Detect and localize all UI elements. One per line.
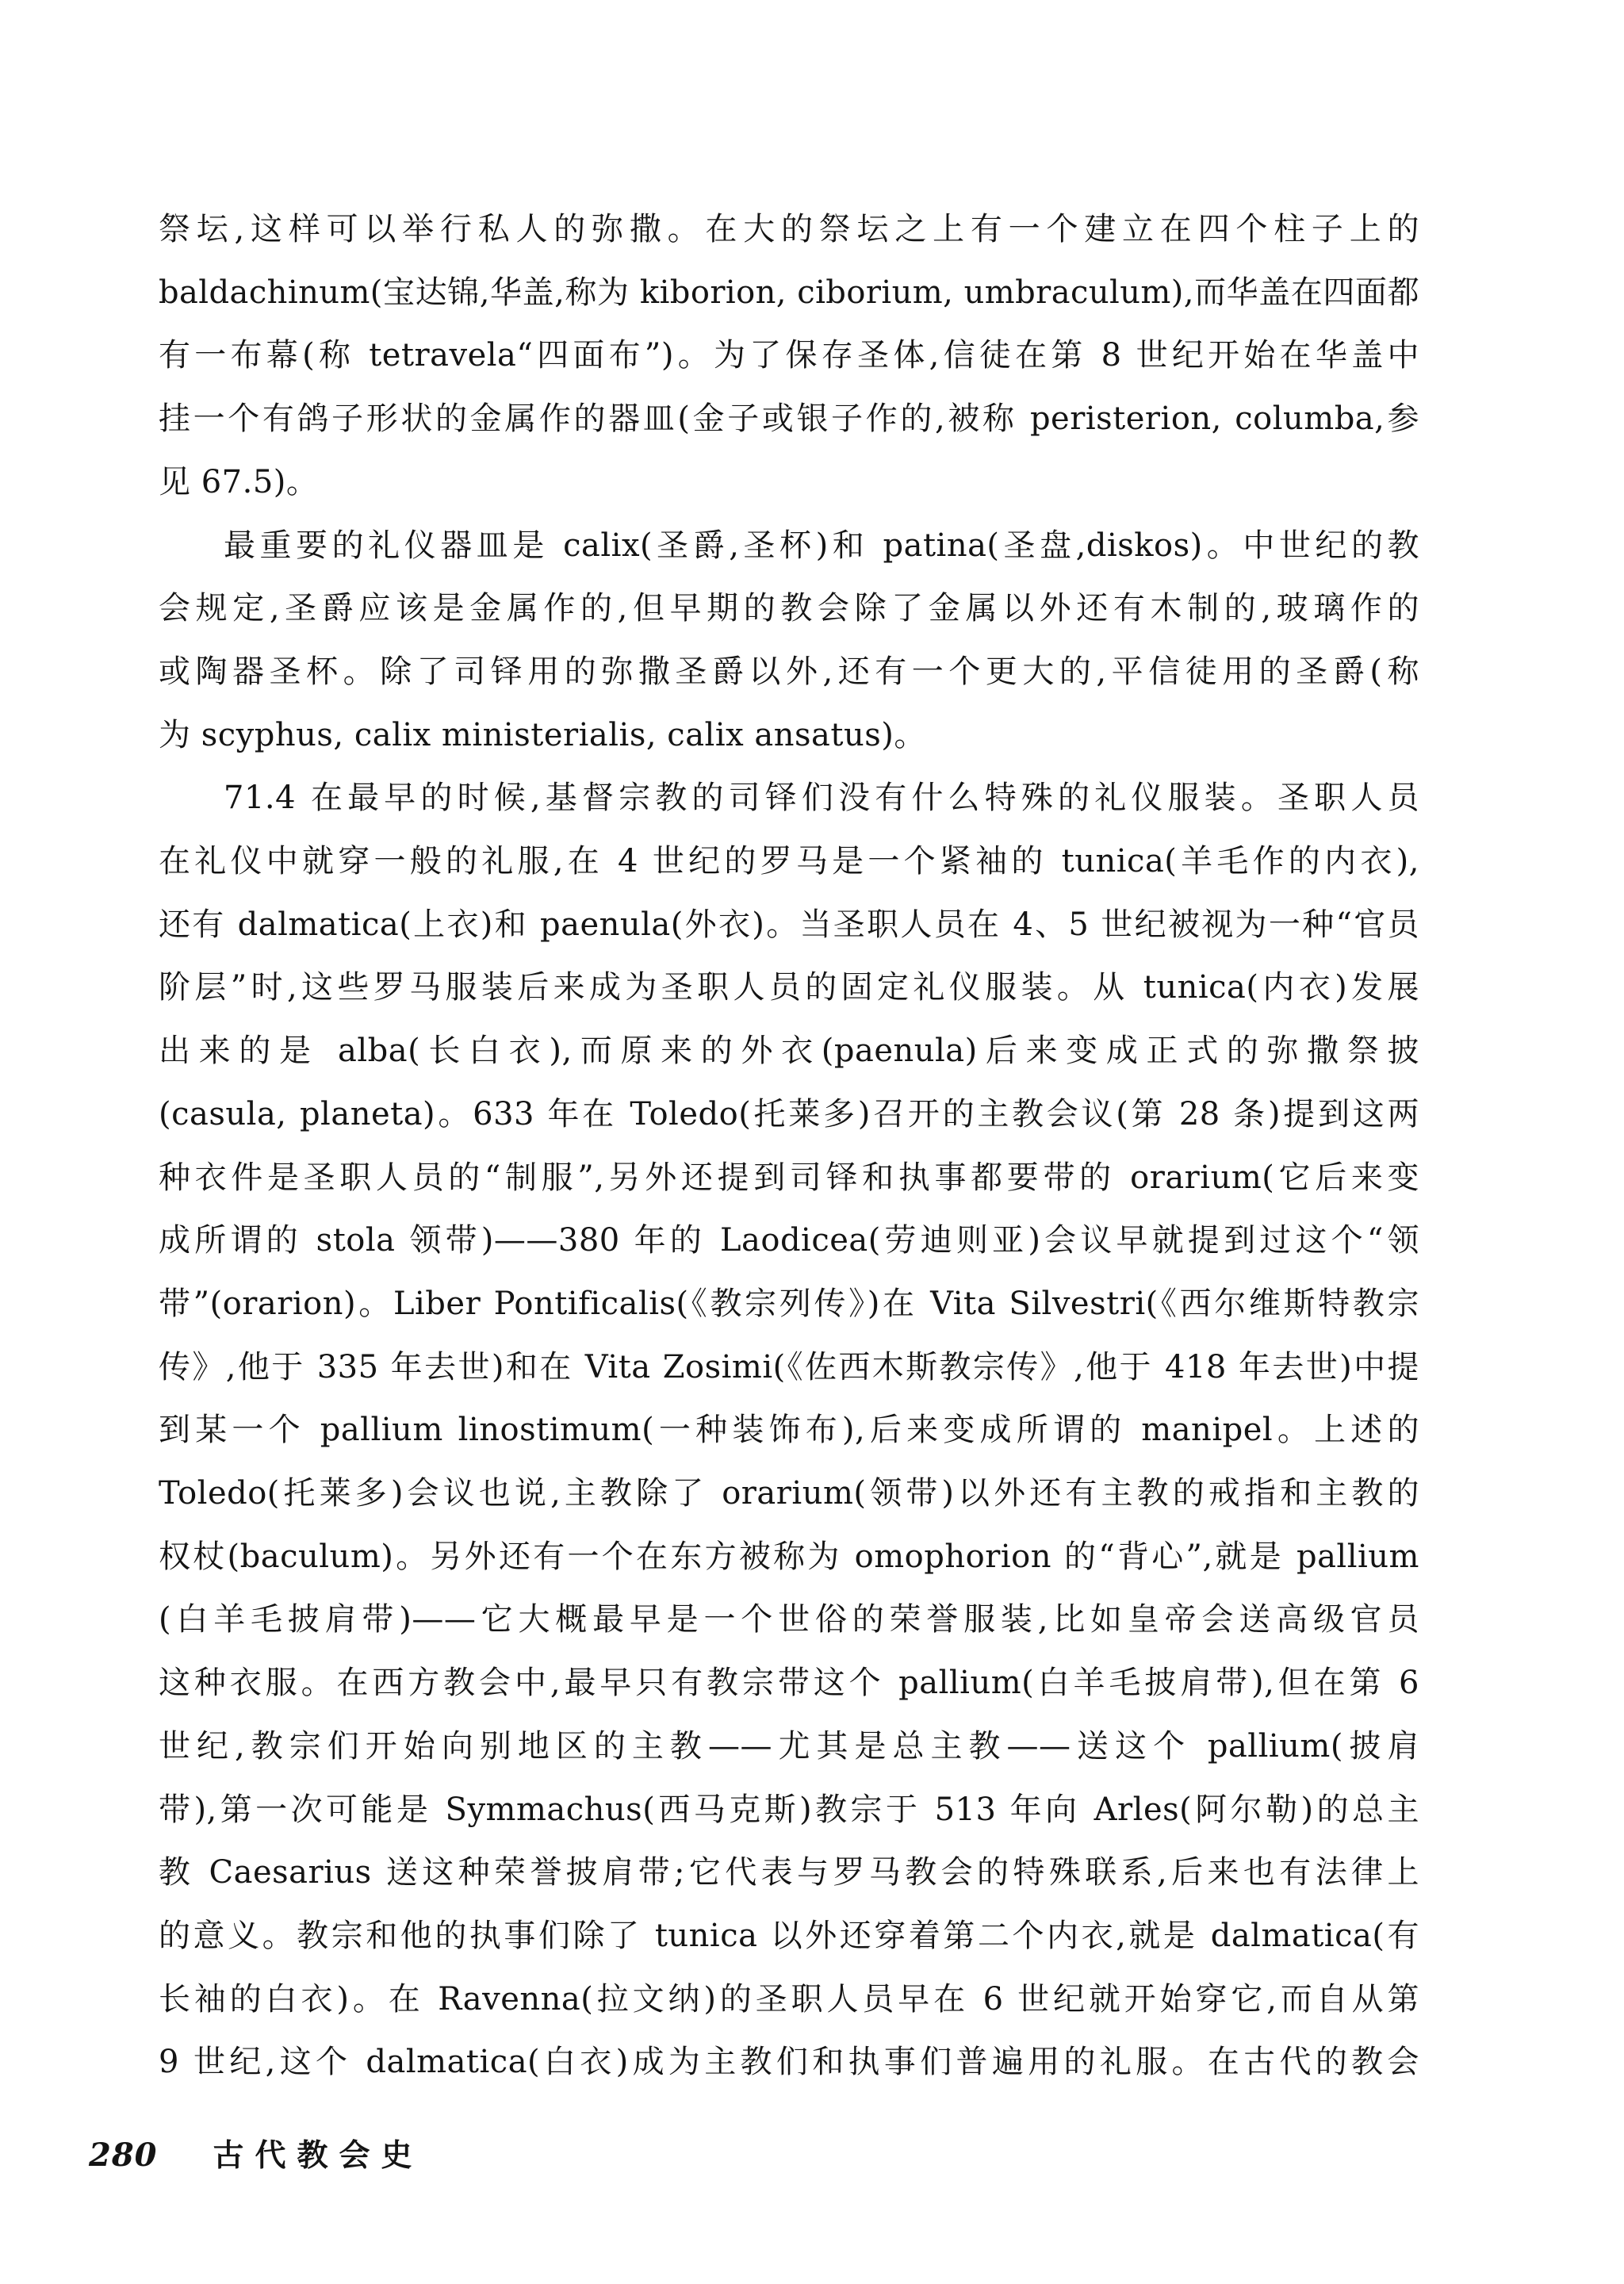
text-line: 会规定,圣爵应该是金属作的,但早期的教会除了金属以外还有木制的,玻璃作的 xyxy=(159,590,1419,627)
text-line: 的意义。教宗和他的执事们除了 tunica 以外还穿着第二个内衣,就是 dalmatica(有 xyxy=(159,1917,1419,1954)
text-line: (casula, planeta)。633 年在 Toledo(托莱多)召开的主教会议(第 28 条)提到这两 xyxy=(159,1095,1419,1132)
text-line: 教 Caesarius 送这种荣誉披肩带;它代表与罗马教会的特殊联系,后来也有法律上 xyxy=(159,1854,1419,1891)
text-line: 祭坛,这样可以举行私人的弥撒。在大的祭坛之上有一个建立在四个柱子上的 xyxy=(159,211,1419,247)
text-line: 在礼仪中就穿一般的礼服,在 4 世纪的罗马是一个紧袖的 tunica(羊毛作的内衣), xyxy=(159,843,1419,880)
text-line: 成所谓的 stola 领带)——380 年的 Laodicea(劳迪则亚)会议早就提到过这个“领 xyxy=(159,1222,1419,1259)
text-line: 还有 dalmatica(上衣)和 paenula(外衣)。当圣职人员在 4、5 世纪被视为一种“官员 xyxy=(159,906,1419,943)
text-line: 有一布幕(称 tetravela“四面布”)。为了保存圣体,信徒在第 8 世纪开始在华盖中 xyxy=(159,337,1419,374)
text-line: 带”(orarion)。Liber Pontificalis(《教宗列传》)在 Vita Silvestri(《西尔维斯特教宗 xyxy=(159,1285,1419,1322)
text-line: 见 67.5)。 xyxy=(159,463,319,500)
text-line: 最重要的礼仪器皿是 calix(圣爵,圣杯)和 patina(圣盘,diskos)。中世纪的教 xyxy=(224,527,1419,564)
paragraph xyxy=(159,767,1419,2094)
text-line: Toledo(托莱多)会议也说,主教除了 orarium(领带)以外还有主教的戒指和主教的 xyxy=(159,1475,1419,1512)
text-line: 长袖的白衣)。在 Ravenna(拉文纳)的圣职人员早在 6 世纪就开始穿它,而自从第 xyxy=(159,1980,1419,2018)
text-line: 9 世纪,这个 dalmatica(白衣)成为主教们和执事们普遍用的礼服。在古代的教会 xyxy=(159,2044,1419,2081)
text-line: 71.4 在最早的时候,基督宗教的司铎们没有什么特殊的礼仪服装。圣职人员 xyxy=(224,780,1419,817)
text-line: 种衣件是圣职人员的“制服”,另外还提到司铎和执事都要带的 orarium(它后来变 xyxy=(159,1159,1419,1196)
text-line: 挂一个有鸽子形状的金属作的器皿(金子或银子作的,被称 peristerion, columba,参 xyxy=(159,400,1419,438)
body-text xyxy=(159,198,1419,2094)
text-line: 权杖(baculum)。另外还有一个在东方被称为 omophorion 的“背心”,就是 pallium xyxy=(159,1538,1419,1575)
text-line: 带),第一次可能是 Symmachus(西马克斯)教宗于 513 年向 Arles(阿尔勒)的总主 xyxy=(159,1791,1419,1828)
text-line: baldachinum(宝达锦,华盖,称为 kiborion, ciborium, umbraculum),而华盖在四面都 xyxy=(159,274,1419,311)
text-line: 这种衣服。在西方教会中,最早只有教宗带这个 pallium(白羊毛披肩带),但在第 6 xyxy=(159,1665,1419,1702)
text-line: 到某一个 pallium linostimum(一种装饰布),后来变成所谓的 manipel。上述的 xyxy=(159,1412,1419,1449)
text-line: (白羊毛披肩带)——它大概最早是一个世俗的荣誉服装,比如皇帝会送高级官员 xyxy=(159,1601,1419,1638)
running-title: 古代教会史 xyxy=(213,2137,423,2174)
text-line: 或陶器圣杯。除了司铎用的弥撒圣爵以外,还有一个更大的,平信徒用的圣爵(称 xyxy=(159,653,1419,690)
text-line: 传》,他于 335 年去世)和在 Vita Zosimi(《佐西木斯教宗传》,他于 418 年去世)中提 xyxy=(159,1348,1419,1385)
text-line: 世纪,教宗们开始向别地区的主教——尤其是总主教——送这个 pallium(披肩 xyxy=(159,1727,1419,1765)
text-line: 为 scyphus, calix ministerialis, calix ansatus)。 xyxy=(159,716,926,753)
page-number: 280 xyxy=(89,2136,158,2174)
paragraph xyxy=(159,515,1419,768)
page-footer xyxy=(89,2131,423,2175)
text-line: 阶层”时,这些罗马服装后来成为圣职人员的固定礼仪服装。从 tunica(内衣)发展 xyxy=(159,969,1419,1006)
text-line: 出来的是 alba(长白衣),而原来的外衣(paenula)后来变成正式的弥撒祭披 xyxy=(159,1033,1419,1070)
paragraph xyxy=(159,198,1419,515)
